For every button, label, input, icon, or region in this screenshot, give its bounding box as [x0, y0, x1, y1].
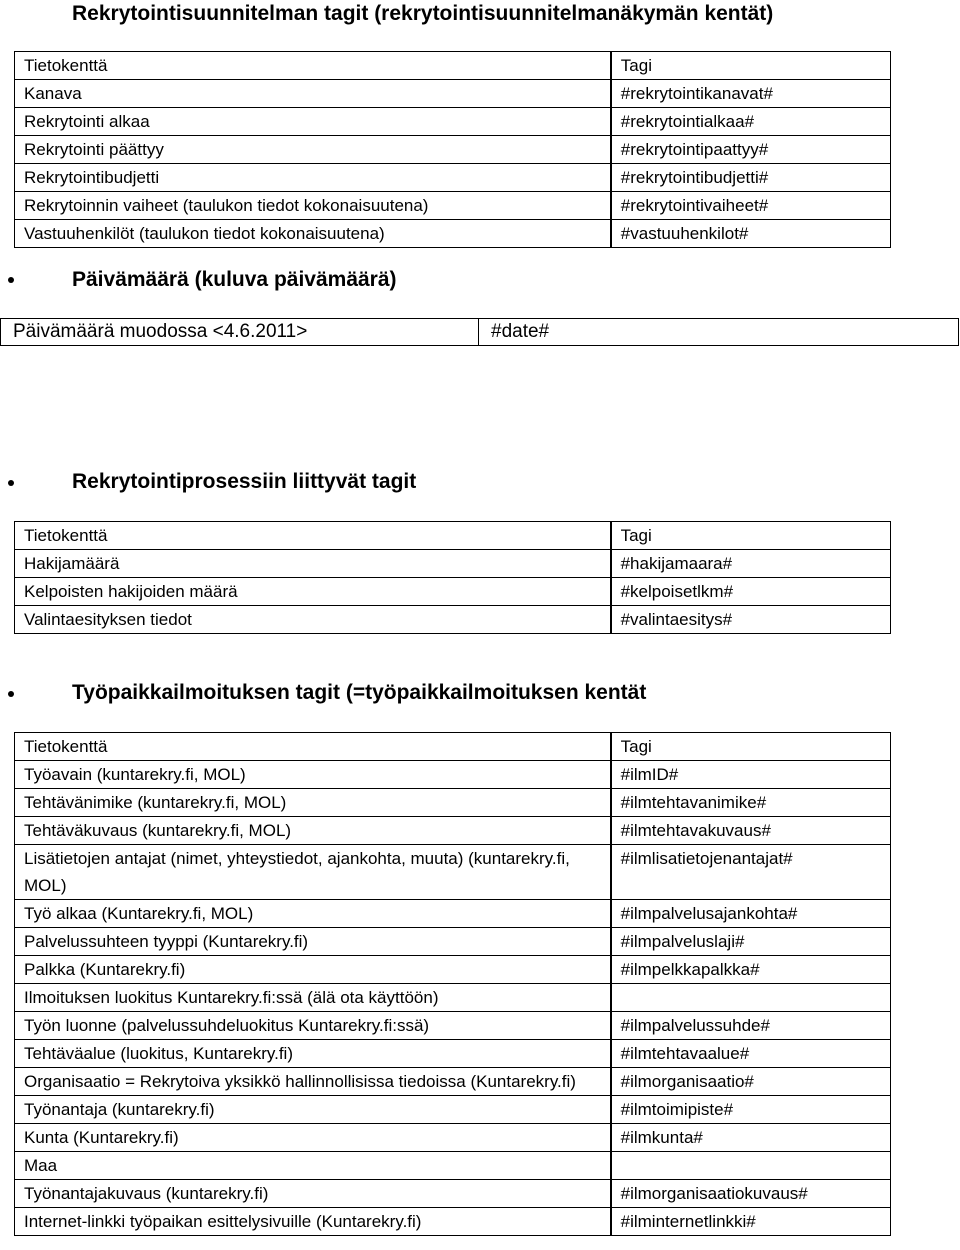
table-row — [15, 108, 891, 136]
tag-cell: #rekrytointikanavat# — [611, 80, 891, 108]
table-row — [15, 550, 891, 578]
table-row — [15, 578, 891, 606]
table-row — [15, 984, 891, 1012]
tag-cell: #ilmpelkkapalkka# — [611, 956, 891, 984]
section-title-date: Päivämäärä (kuluva päivämäärä) — [72, 268, 397, 291]
table-header-row — [15, 52, 891, 80]
tag-cell: #vastuuhenkilot# — [611, 220, 891, 248]
tag-cell: #rekrytointipaattyy# — [611, 136, 891, 164]
field-cell: Tehtäväkuvaus (kuntarekry.fi, MOL) — [15, 817, 611, 845]
field-cell: Työnantaja (kuntarekry.fi) — [15, 1096, 611, 1124]
table-row — [15, 845, 891, 900]
table-row — [15, 1180, 891, 1208]
field-cell: Hakijamäärä — [15, 550, 611, 578]
table-header-row — [15, 733, 891, 761]
table-row — [15, 1012, 891, 1040]
field-cell: Palkka (Kuntarekry.fi) — [15, 956, 611, 984]
job-ad-tags-table — [14, 732, 891, 1236]
table-row — [15, 1124, 891, 1152]
tag-cell: #ilmtehtavanimike# — [611, 789, 891, 817]
field-cell: Ilmoituksen luokitus Kuntarekry.fi:ssä (älä ota käyttöön) — [15, 984, 611, 1012]
tag-cell: #ilmtehtavakuvaus# — [611, 817, 891, 845]
table-row — [15, 606, 891, 634]
field-cell: Rekrytointibudjetti — [15, 164, 611, 192]
tag-cell: #valintaesitys# — [611, 606, 891, 634]
table-row — [15, 136, 891, 164]
table-row — [15, 1208, 891, 1236]
header-field: Tietokenttä — [15, 733, 611, 761]
field-cell: Vastuuhenkilöt (taulukon tiedot kokonaisuutena) — [15, 220, 611, 248]
field-cell: Kanava — [15, 80, 611, 108]
table-header-row — [15, 522, 891, 550]
tag-cell: #rekrytointialkaa# — [611, 108, 891, 136]
field-cell: Kunta (Kuntarekry.fi) — [15, 1124, 611, 1152]
tag-cell: #kelpoisetlkm# — [611, 578, 891, 606]
table-row — [15, 220, 891, 248]
field-cell: Internet-linkki työpaikan esittelysivuille (Kuntarekry.fi) — [15, 1208, 611, 1236]
tag-cell: #ilmlisatietojenantajat# — [611, 845, 891, 900]
tag-cell: #ilminternetlinkki# — [611, 1208, 891, 1236]
table-row — [15, 1040, 891, 1068]
header-tag: Tagi — [611, 733, 891, 761]
table-row — [15, 192, 891, 220]
tag-cell: #ilmorganisaatiokuvaus# — [611, 1180, 891, 1208]
table-row — [15, 900, 891, 928]
tag-cell: #hakijamaara# — [611, 550, 891, 578]
field-cell: Työavain (kuntarekry.fi, MOL) — [15, 761, 611, 789]
bullet-icon — [8, 480, 14, 486]
field-cell: Työn luonne (palvelussuhdeluokitus Kuntarekry.fi:ssä) — [15, 1012, 611, 1040]
table-row — [15, 817, 891, 845]
bullet-icon — [8, 277, 14, 283]
tag-cell: #ilmpalvelusajankohta# — [611, 900, 891, 928]
page-title: Rekrytointisuunnitelman tagit (rekrytointisuunnitelmanäkymän kentät) — [72, 2, 774, 25]
divider — [478, 319, 479, 345]
tag-cell: #ilmtehtavaalue# — [611, 1040, 891, 1068]
date-tag: #date# — [491, 321, 550, 342]
tag-cell: #rekrytointivaiheet# — [611, 192, 891, 220]
tag-cell: #ilmpalvelussuhde# — [611, 1012, 891, 1040]
field-cell: Työnantajakuvaus (kuntarekry.fi) — [15, 1180, 611, 1208]
recruitment-plan-tags-table — [14, 51, 891, 248]
field-cell: Työ alkaa (Kuntarekry.fi, MOL) — [15, 900, 611, 928]
header-field: Tietokenttä — [15, 52, 611, 80]
table-row — [15, 1096, 891, 1124]
tag-cell: #ilmtoimipiste# — [611, 1096, 891, 1124]
section-title-job-ad: Työpaikkailmoituksen tagit (=työpaikkailmoituksen kentät — [72, 681, 647, 704]
field-cell: Organisaatio = Rekrytoiva yksikkö hallinnollisissa tiedoissa (Kuntarekry.fi) — [15, 1068, 611, 1096]
section-title-process: Rekrytointiprosessiin liittyvät tagit — [72, 470, 417, 493]
table-row — [15, 1152, 891, 1180]
tag-cell — [611, 1152, 891, 1180]
field-cell: Valintaesityksen tiedot — [15, 606, 611, 634]
field-cell: Rekrytoinnin vaiheet (taulukon tiedot kokonaisuutena) — [15, 192, 611, 220]
table-row — [15, 80, 891, 108]
tag-cell: #ilmpalveluslaji# — [611, 928, 891, 956]
table-row — [15, 164, 891, 192]
field-cell: Kelpoisten hakijoiden määrä — [15, 578, 611, 606]
field-cell: Rekrytointi päättyy — [15, 136, 611, 164]
table-row — [15, 928, 891, 956]
bullet-icon — [8, 691, 14, 697]
field-cell: Palvelussuhteen tyyppi (Kuntarekry.fi) — [15, 928, 611, 956]
header-tag: Tagi — [611, 52, 891, 80]
date-label: Päivämäärä muodossa <4.6.2011> — [13, 321, 308, 342]
field-cell: Lisätietojen antajat (nimet, yhteystiedot, ajankohta, muuta) (kuntarekry.fi, MOL) — [15, 845, 611, 900]
table-row — [15, 761, 891, 789]
date-row — [0, 318, 959, 346]
header-tag: Tagi — [611, 522, 891, 550]
field-cell: Maa — [15, 1152, 611, 1180]
recruitment-process-tags-table — [14, 521, 891, 634]
field-cell: Rekrytointi alkaa — [15, 108, 611, 136]
tag-cell: #ilmID# — [611, 761, 891, 789]
field-cell: Tehtävänimike (kuntarekry.fi, MOL) — [15, 789, 611, 817]
tag-cell: #ilmorganisaatio# — [611, 1068, 891, 1096]
tag-cell: #rekrytointibudjetti# — [611, 164, 891, 192]
tag-cell — [611, 984, 891, 1012]
header-field: Tietokenttä — [15, 522, 611, 550]
table-row — [15, 956, 891, 984]
table-row — [15, 1068, 891, 1096]
field-cell: Tehtäväalue (luokitus, Kuntarekry.fi) — [15, 1040, 611, 1068]
table-row — [15, 789, 891, 817]
tag-cell: #ilmkunta# — [611, 1124, 891, 1152]
